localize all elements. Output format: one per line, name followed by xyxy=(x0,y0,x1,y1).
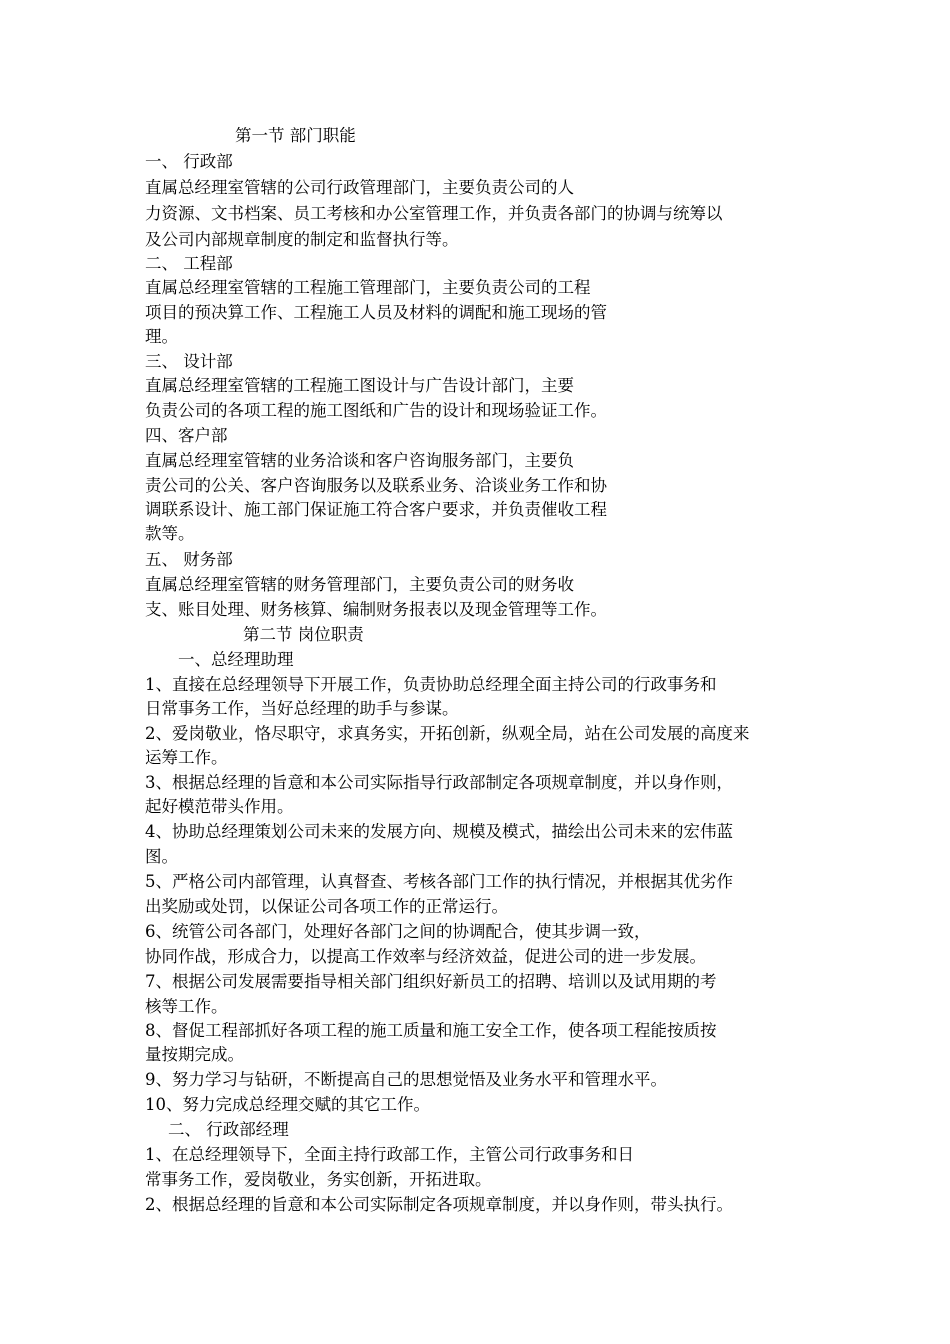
duty-line: 3、根据总经理的旨意和本公司实际指导行政部制定各项规章制度，并以身作则， xyxy=(145,773,733,792)
duty-line: 协同作战，形成合力，以提高工作效率与经济效益，促进公司的进一步发展。 xyxy=(145,947,706,966)
duty-line: 起好模范带头作用。 xyxy=(145,797,294,816)
paragraph-line: 责公司的公关、客户咨询服务以及联系业务、洽谈业务工作和协 xyxy=(145,476,607,495)
duty-line: 6、统管公司各部门，处理好各部门之间的协调配合，使其步调一致， xyxy=(145,922,651,941)
dept-heading-design: 三、 设计部 xyxy=(145,352,233,371)
dept-heading-client: 四、客户部 xyxy=(145,426,228,445)
duty-line: 图。 xyxy=(145,847,178,866)
duty-line: 1、直接在总经理领导下开展工作，负责协助总经理全面主持公司的行政事务和 xyxy=(145,675,717,694)
duty-line: 核等工作。 xyxy=(145,997,228,1016)
paragraph-line: 力资源、文书档案、员工考核和办公室管理工作，并负责各部门的协调与统筹以 xyxy=(145,204,723,223)
dept-heading-engineering: 二、 工程部 xyxy=(145,254,233,273)
paragraph-line: 直属总经理室管辖的工程施工图设计与广告设计部门，主要 xyxy=(145,376,574,395)
duty-line: 运筹工作。 xyxy=(145,748,228,767)
paragraph-line: 款等。 xyxy=(145,524,195,543)
duty-line: 2、爱岗敬业，恪尽职守，求真务实，开拓创新，纵观全局，站在公司发展的高度来 xyxy=(145,724,750,743)
duty-line: 常事务工作，爱岗敬业，务实创新，开拓进取。 xyxy=(145,1170,492,1189)
section-title: 第二节 岗位职责 xyxy=(243,625,364,644)
duty-line: 日常事务工作，当好总经理的助手与参谋。 xyxy=(145,699,459,718)
dept-heading-admin: 一、 行政部 xyxy=(145,152,233,171)
paragraph-line: 理。 xyxy=(145,327,178,346)
duty-line: 2、根据总经理的旨意和本公司实际制定各项规章制度，并以身作则，带头执行。 xyxy=(145,1195,733,1214)
duty-line: 1、在总经理领导下，全面主持行政部工作，主管公司行政事务和日 xyxy=(145,1145,634,1164)
role-heading-assistant: 一、总经理助理 xyxy=(178,650,294,669)
duty-line: 7、根据公司发展需要指导相关部门组织好新员工的招聘、培训以及试用期的考 xyxy=(145,972,717,991)
duty-line: 出奖励或处罚，以保证公司各项工作的正常运行。 xyxy=(145,897,508,916)
role-heading-admin-manager: 二、 行政部经理 xyxy=(168,1120,289,1139)
paragraph-line: 支、账目处理、财务核算、编制财务报表以及现金管理等工作。 xyxy=(145,600,607,619)
paragraph-line: 直属总经理室管辖的业务洽谈和客户咨询服务部门，主要负 xyxy=(145,451,574,470)
paragraph-line: 负责公司的各项工程的施工图纸和广告的设计和现场验证工作。 xyxy=(145,401,607,420)
paragraph-line: 直属总经理室管辖的工程施工管理部门，主要负责公司的工程 xyxy=(145,278,591,297)
duty-line: 8、督促工程部抓好各项工程的施工质量和施工安全工作，使各项工程能按质按 xyxy=(145,1021,717,1040)
duty-line: 5、严格公司内部管理，认真督查、考核各部门工作的执行情况，并根据其优劣作 xyxy=(145,872,733,891)
duty-line: 量按期完成。 xyxy=(145,1045,244,1064)
paragraph-line: 直属总经理室管辖的财务管理部门，主要负责公司的财务收 xyxy=(145,575,574,594)
paragraph-line: 项目的预决算工作、工程施工人员及材料的调配和施工现场的管 xyxy=(145,303,607,322)
section-title: 第一节 部门职能 xyxy=(235,126,356,145)
duty-line: 9、努力学习与钻研，不断提高自己的思想觉悟及业务水平和管理水平。 xyxy=(145,1070,667,1089)
dept-heading-finance: 五、 财务部 xyxy=(145,550,233,569)
duty-line: 10、努力完成总经理交赋的其它工作。 xyxy=(145,1095,430,1114)
paragraph-line: 及公司内部规章制度的制定和监督执行等。 xyxy=(145,230,459,249)
paragraph-line: 直属总经理室管辖的公司行政管理部门，主要负责公司的人 xyxy=(145,178,574,197)
duty-line: 4、协助总经理策划公司未来的发展方向、规模及模式，描绘出公司未来的宏伟蓝 xyxy=(145,822,733,841)
paragraph-line: 调联系设计、施工部门保证施工符合客户要求，并负责催收工程 xyxy=(145,500,607,519)
